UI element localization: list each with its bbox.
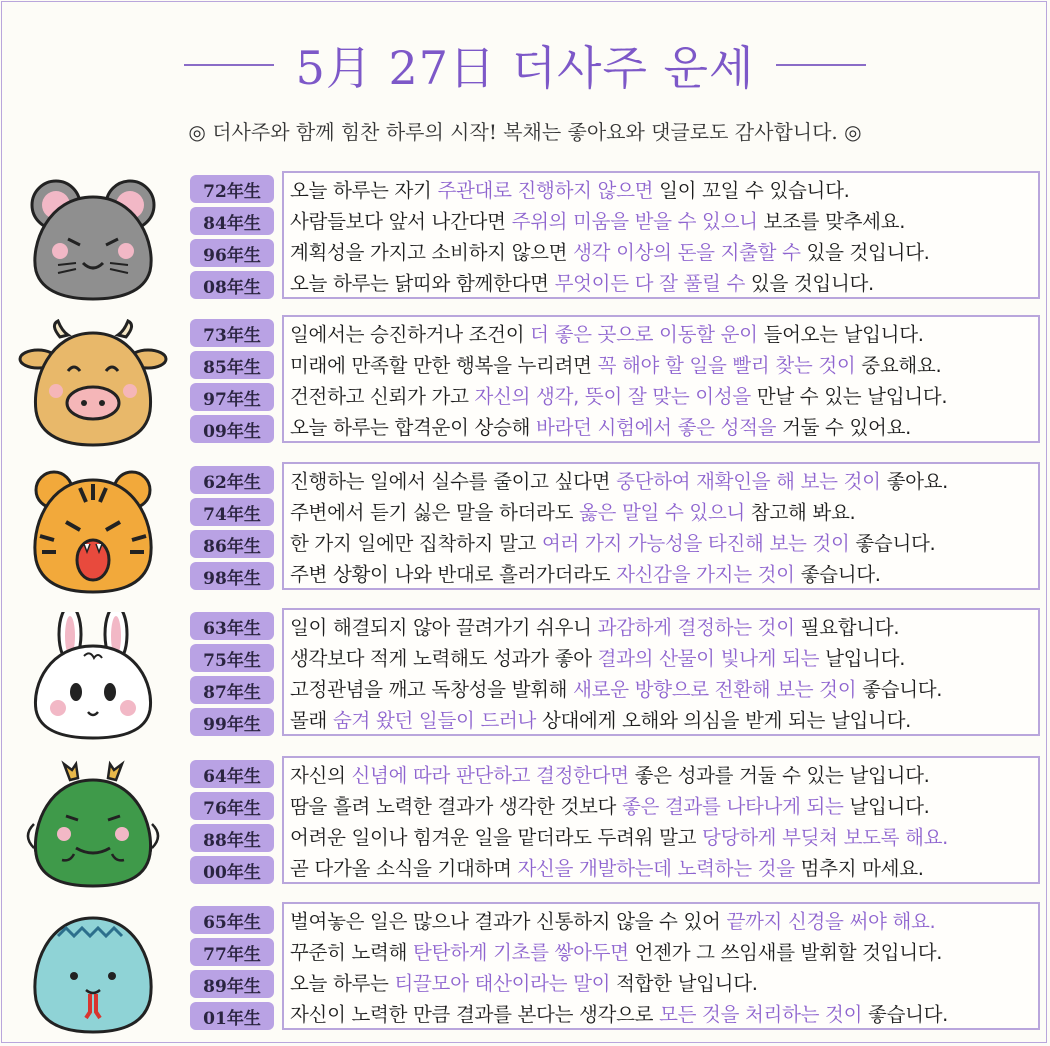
year-badge: 74年生 (190, 498, 274, 526)
fortune-line (290, 674, 1032, 705)
title-left-rule (184, 64, 274, 66)
page-title: 5月 27日 더사주 운세 (295, 41, 755, 95)
line-highlight: 자신의 생각, 뜻이 잘 맞는 이성을 (474, 385, 751, 408)
line-text: 생각보다 적게 노력해도 성과가 좋아 (290, 647, 598, 670)
fortune-text-box (282, 171, 1040, 299)
year-badge: 72年生 (190, 175, 274, 203)
line-text: 건전하고 신뢰가 가고 (290, 385, 475, 408)
year-badge: 01年生 (190, 1002, 274, 1030)
rat-icon (18, 175, 168, 309)
fortune-line (290, 643, 1032, 674)
line-highlight: 티끌모아 태산이라는 말이 (394, 972, 611, 995)
line-text: 좋습니다. (794, 563, 881, 586)
year-badge: 84年生 (190, 207, 274, 235)
line-text: 자신이 노력한 만큼 결과를 본다는 생각으로 (290, 1003, 660, 1026)
year-badges (190, 175, 276, 303)
snake-icon (18, 906, 168, 1040)
fortune-block-rat (0, 175, 1050, 309)
year-badge: 97年生 (190, 383, 274, 411)
title-row (0, 30, 1050, 100)
line-highlight: 무엇이든 다 잘 풀릴 수 (554, 272, 746, 295)
fortune-line (290, 528, 1032, 559)
fortune-line (290, 822, 1032, 853)
line-highlight: 자신감을 가지는 것이 (616, 563, 795, 586)
fortune-line (290, 968, 1032, 999)
line-text: 좋습니다. (856, 678, 943, 701)
line-text: 좋아요. (880, 470, 949, 493)
fortune-line (290, 466, 1032, 497)
year-badges (190, 319, 276, 447)
line-highlight: 주관대로 진행하지 않으면 (437, 179, 654, 202)
line-highlight: 더 좋은 곳으로 이동할 운이 (530, 323, 758, 346)
line-highlight: 끝까지 신경을 써야 해요. (726, 910, 936, 933)
line-text: 오늘 하루는 합격운이 상승해 (290, 416, 537, 439)
year-badge: 85年生 (190, 351, 274, 379)
year-badge: 08年生 (190, 271, 274, 299)
fortune-text-box (282, 462, 1040, 590)
year-badge: 64年生 (190, 760, 274, 788)
year-badge: 77年生 (190, 938, 274, 966)
year-badge: 00年生 (190, 856, 274, 884)
line-text: 보조를 맞추세요. (757, 210, 906, 233)
year-badge: 62年生 (190, 466, 274, 494)
year-badge: 09年生 (190, 415, 274, 443)
year-badge: 88年生 (190, 824, 274, 852)
line-text: 좋은 성과를 거둘 수 있는 날입니다. (628, 764, 930, 787)
line-text: 날입니다. (819, 647, 906, 670)
line-highlight: 중단하여 재확인을 해 보는 것이 (616, 470, 881, 493)
fortune-block-ox (0, 319, 1050, 453)
line-text: 오늘 하루는 (290, 972, 395, 995)
dragon-icon (18, 760, 168, 894)
fortune-text-box (282, 756, 1040, 884)
line-text: 계획성을 가지고 소비하지 않으면 (290, 241, 574, 264)
line-text: 몰래 (290, 709, 333, 732)
line-highlight: 좋은 결과를 나타나게 되는 (621, 795, 844, 818)
line-highlight: 옳은 말일 수 있으니 (579, 501, 746, 524)
line-text: 오늘 하루는 닭띠와 함께한다면 (290, 272, 555, 295)
line-text: 어려운 일이나 힘겨운 일을 맡더라도 두려워 말고 (290, 826, 703, 849)
line-text: 주변 상황이 나와 반대로 흘러가더라도 (290, 563, 617, 586)
line-text: 좋습니다. (849, 532, 936, 555)
line-highlight: 생각 이상의 돈을 지출할 수 (573, 241, 801, 264)
fortune-text-box (282, 902, 1040, 1030)
line-text: 자신의 (290, 764, 352, 787)
fortune-text-box (282, 315, 1040, 443)
title-right-rule (776, 64, 866, 66)
year-badge: 63年生 (190, 612, 274, 640)
line-highlight: 과감하게 결정하는 것이 (597, 616, 795, 639)
line-text: 만날 수 있는 날입니다. (750, 385, 948, 408)
fortune-line (290, 937, 1032, 968)
line-text: 한 가지 일에만 집착하지 말고 (290, 532, 542, 555)
line-text: 곧 다가올 소식을 기대하며 (290, 857, 518, 880)
fortune-line (290, 237, 1032, 268)
line-highlight: 결과의 산물이 빛나게 되는 (597, 647, 820, 670)
line-highlight: 여러 가지 가능성을 타진해 보는 것이 (541, 532, 850, 555)
year-badge: 98年生 (190, 562, 274, 590)
year-badge: 99年生 (190, 708, 274, 736)
fortune-line (290, 559, 1032, 590)
line-text: 오늘 하루는 자기 (290, 179, 438, 202)
line-text: 거둘 수 있어요. (776, 416, 912, 439)
year-badge: 89年生 (190, 970, 274, 998)
line-text: 참고해 봐요. (745, 501, 856, 524)
line-text: 꾸준히 노력해 (290, 941, 414, 964)
line-text: 적합한 날입니다. (610, 972, 758, 995)
line-highlight: 바라던 시험에서 좋은 성적을 (536, 416, 777, 439)
line-highlight: 꼭 해야 할 일을 빨리 찾는 것이 (597, 354, 856, 377)
line-text: 상대에게 오해와 의심을 받게 되는 날입니다. (536, 709, 912, 732)
line-text: 땀을 흘려 노력한 결과가 생각한 것보다 (290, 795, 622, 818)
fortune-line (290, 350, 1032, 381)
line-highlight: 탄탄하게 기초를 쌓아두면 (413, 941, 629, 964)
year-badge: 76年生 (190, 792, 274, 820)
fortune-block-rabbit (0, 612, 1050, 746)
fortune-line (290, 705, 1032, 736)
year-badge: 75年生 (190, 644, 274, 672)
fortune-block-dragon (0, 760, 1050, 894)
line-text: 일에서는 승진하거나 조건이 (290, 323, 531, 346)
rabbit-icon (18, 612, 168, 746)
line-text: 중요해요. (855, 354, 942, 377)
fortune-line (290, 497, 1032, 528)
line-text: 일이 해결되지 않아 끌려가기 쉬우니 (290, 616, 598, 639)
fortune-line (290, 319, 1032, 350)
line-text: 있을 것입니다. (745, 272, 874, 295)
line-highlight: 당당하게 부딪쳐 보도록 해요. (702, 826, 949, 849)
year-badge: 86年生 (190, 530, 274, 558)
year-badge: 73年生 (190, 319, 274, 347)
line-text: 주변에서 듣기 싫은 말을 하더라도 (290, 501, 580, 524)
line-highlight: 신념에 따라 판단하고 결정한다면 (351, 764, 629, 787)
fortune-line (290, 268, 1032, 299)
fortune-line (290, 206, 1032, 237)
line-text: 사람들보다 앞서 나간다면 (290, 210, 512, 233)
fortune-line (290, 906, 1032, 937)
line-text: 벌여놓은 일은 많으나 결과가 신통하지 않을 수 있어 (290, 910, 727, 933)
ox-icon (18, 319, 168, 453)
line-text: 고정관념을 깨고 독창성을 발휘해 (290, 678, 574, 701)
year-badge: 65年生 (190, 906, 274, 934)
fortune-line (290, 999, 1032, 1030)
page-subtitle: ◎ 더사주와 함께 힘찬 하루의 시작! 복채는 좋아요와 댓글로도 감사합니다. ◎ (188, 120, 862, 144)
line-text: 멈추지 마세요. (794, 857, 924, 880)
line-text: 날입니다. (843, 795, 930, 818)
tiger-icon (18, 466, 168, 600)
year-badges (190, 760, 276, 888)
fortune-block-snake (0, 906, 1050, 1040)
fortune-line (290, 853, 1032, 884)
line-text: 진행하는 일에서 실수를 줄이고 싶다면 (290, 470, 617, 493)
line-highlight: 주위의 미움을 받을 수 있으니 (511, 210, 758, 233)
fortune-line (290, 412, 1032, 443)
line-text: 좋습니다. (862, 1003, 949, 1026)
line-text: 있을 것입니다. (800, 241, 930, 264)
fortune-text-box (282, 608, 1040, 736)
line-text: 언젠가 그 쓰임새를 발휘할 것입니다. (628, 941, 943, 964)
year-badges (190, 612, 276, 740)
line-text: 미래에 만족할 만한 행복을 누리려면 (290, 354, 598, 377)
line-highlight: 새로운 방향으로 전환해 보는 것이 (573, 678, 857, 701)
line-highlight: 숨겨 왔던 일들이 드러나 (332, 709, 537, 732)
line-highlight: 자신을 개발하는데 노력하는 것을 (517, 857, 795, 880)
year-badges (190, 466, 276, 594)
fortune-line (290, 175, 1032, 206)
fortune-line (290, 381, 1032, 412)
year-badges (190, 906, 276, 1034)
line-text: 들어오는 날입니다. (757, 323, 924, 346)
line-text: 일이 꼬일 수 있습니다. (653, 179, 850, 202)
fortune-line (290, 791, 1032, 822)
fortune-line (290, 760, 1032, 791)
year-badge: 87年生 (190, 676, 274, 704)
fortune-line (290, 612, 1032, 643)
fortune-block-tiger (0, 466, 1050, 600)
line-text: 필요합니다. (794, 616, 900, 639)
line-highlight: 모든 것을 처리하는 것이 (659, 1003, 863, 1026)
year-badge: 96年生 (190, 239, 274, 267)
